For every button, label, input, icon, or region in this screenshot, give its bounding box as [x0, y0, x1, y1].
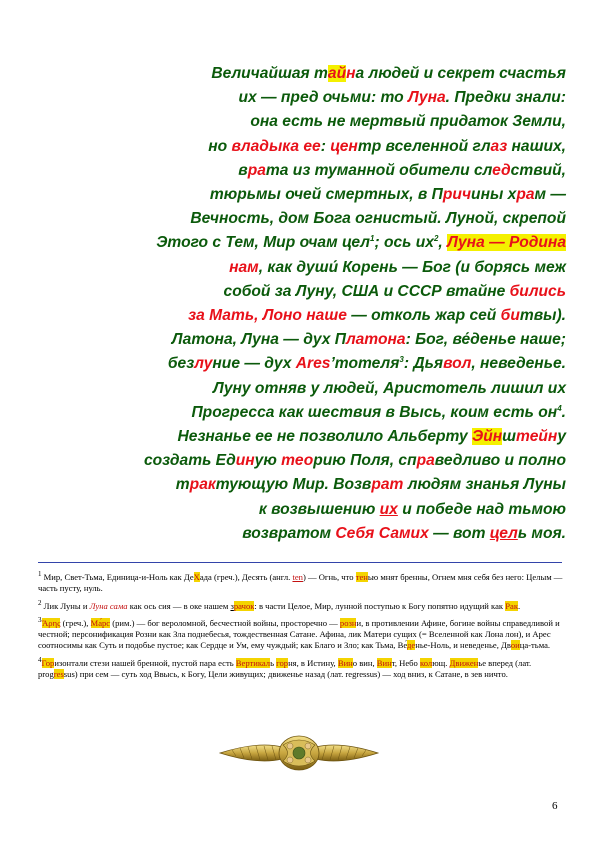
- poem-line-10: собой за Луну, США и СССР втайне бились: [223, 282, 566, 300]
- poem-line-3: она есть не мертвый придаток Земли,: [250, 113, 566, 131]
- poem-line-16: Незнанье ее не позволило Альберту Эйнштейну: [177, 428, 566, 446]
- poem-line-19: к возвышению их и победе над тьмою: [258, 500, 566, 518]
- poem-line-13: безлуние — дух Ares’тотеля$^3$: Дьявол, неведенье.: [167, 355, 566, 373]
- poem-line-6: тюрьмы очей смертных, в Причины храм —: [209, 186, 566, 204]
- poem-line-8: Этого с Тем, Мир очам цел$^1$; ось $их^2$, Луна — Родина: [156, 234, 566, 252]
- poem-line-12: Латона, Луна — дух Платона: Бог, ве́денье наше;: [171, 331, 566, 349]
- poem-line-7: Вечность, дом Бога огнистый. Луной, скрепой: [190, 210, 566, 228]
- footnote-ref-4[interactable]: 4: [557, 403, 562, 413]
- footnote-ref-3[interactable]: 3: [399, 355, 404, 365]
- poem-line-2: их — пред очьми: то Луна. Предки знали:: [238, 89, 566, 107]
- gold-floral-ornament-icon: [218, 733, 380, 773]
- poem-line-17: создать Единую теорию Поля, справедливо и полно: [143, 452, 566, 470]
- footnotes: [38, 572, 564, 686]
- poem-body: [40, 62, 566, 546]
- footnote-2: $^2$ Лик Луны и Луна сама как ось сия — в оке нашем зрачок: в части Целое, Мир, лунной поступью к Богу попятно идущий как Рак.: [38, 598, 521, 611]
- footnote-4: $^4$Горизонтали стези нашей бренной, пустой пара есть Вертикаль горня, в Истину, Вино вин, Винт, Небо колющ. Движенье вперед (лат. progressus) при сем — суть ход Ввысь, к Богу, Цели живущих; движенье назад (лат. regressus) — ход вниз, к Сатане, в зев ничто.: [38, 655, 532, 679]
- page-number: 6: [552, 800, 558, 812]
- poem-line-1: Величайшая тайна людей и секрет счастья: [211, 65, 566, 82]
- footnote-ref-2[interactable]: 2: [433, 234, 439, 244]
- poem-line-4: но владыка ее: центр вселенной глаз наших,: [208, 137, 566, 155]
- footnote-1: $^1$ Мир, Свет-Тьма, Единица-и-Ноль как ДеХада (греч.), Десять (англ. ten) — Огнь, что тенью мнят бренны, Огнем мня себя без него: Целым — часть пусту, нуль.: [38, 570, 563, 593]
- poem-line-15: Прогресса как шествия в Высь, коим есть $он^4$.: [191, 403, 566, 421]
- poem-line-18: трактующую Мир. Возврат людям знанья Луны: [175, 476, 566, 494]
- poem-line-9: нам, как души́ Корень — Бог (и борясь меж: [229, 258, 566, 276]
- poem-line-20: возвратом Себя Самих — вот цель моя.: [242, 524, 566, 542]
- poem-line-5: врата из туманной обители следствий,: [238, 161, 566, 179]
- footnote-3: $^3$Ἄρης (греч.), Ма́рс (рим.) — бог вероломной, бесчестной войны, просторечно — розни, в противлении Афине, богине войны справедливой и честной; персонификация Розни как Зла поднебесья, тождественная Сатане. Афина, лик Матери сущих (= Вселенной как Лона лон), и Арес соотносимы как Суть и подобье пустое; как Сердце и Ум, ему чуждый; как Благо и Зло; как Тьма, Ве́денье-Ноль, и неведенье, Двоица-тьма.: [38, 616, 560, 650]
- poem-line-11: за Мать, Лоно наше — отколь жар сей битвы).: [188, 307, 566, 325]
- footnote-separator: [38, 562, 562, 563]
- poem-line-14: Луну отняв у людей, Аристотель лишил их: [212, 379, 566, 397]
- footnote-ref-1[interactable]: 1: [370, 234, 375, 244]
